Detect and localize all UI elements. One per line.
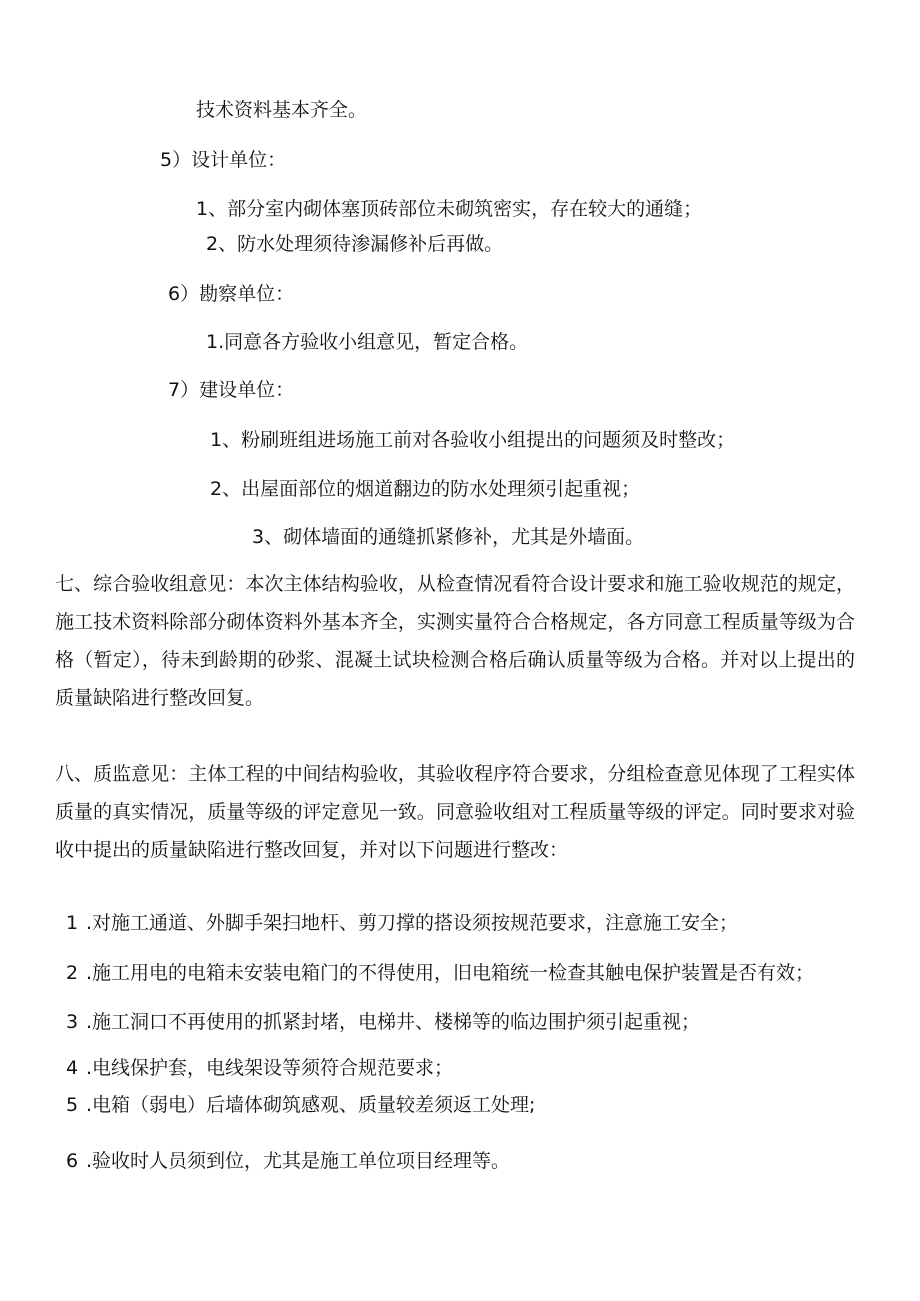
- item-text: .施工洞口不再使用的抓紧封堵，电梯井、楼梯等的临边围护须引起重视；: [86, 1011, 701, 1033]
- rectification-item-4: [66, 1056, 453, 1080]
- rectification-item-5: [66, 1093, 535, 1117]
- item-number: 6: [66, 1150, 79, 1172]
- construction-unit-item-1: 1、粉刷班组进场施工前对各验收小组提出的问题须及时整改；: [210, 429, 736, 451]
- item-number: 3: [66, 1011, 79, 1033]
- item-number: 2: [66, 962, 79, 984]
- rectification-item-1: [66, 911, 738, 935]
- survey-unit-item-1: 1.同意各方验收小组意见，暂定合格。: [206, 331, 529, 353]
- item-number: 4: [66, 1057, 79, 1079]
- item-number: 5: [66, 1094, 79, 1116]
- design-unit-heading: 5）设计单位：: [160, 149, 287, 171]
- construction-unit-heading: 7）建设单位：: [168, 379, 295, 401]
- item-text: .电线保护套，电线架设等须符合规范要求；: [86, 1057, 454, 1079]
- design-unit-item-1: 1、部分室内砌体塞顶砖部位未砌筑密实，存在较大的通缝；: [196, 198, 703, 220]
- rectification-item-3: [66, 1010, 700, 1034]
- design-unit-item-2: 2、防水处理须待渗漏修补后再做。: [206, 233, 504, 255]
- rectification-item-6: [66, 1149, 510, 1173]
- section-8-paragraph: 八、质监意见：主体工程的中间结构验收，其验收程序符合要求，分组检查意见体现了工程实体质量的真实情况，质量等级的评定意见一致。同意验收组对工程质量等级的评定。同时要求对验收中提出的质量缺陷进行整改回复，并对以下问题进行整改：: [55, 763, 855, 861]
- survey-unit-heading: 6）勘察单位：: [168, 283, 295, 305]
- rectification-item-2: [66, 961, 814, 985]
- tech-docs-line: 技术资料基本齐全。: [196, 99, 368, 121]
- item-text: .对施工通道、外脚手架扫地杆、剪刀撑的搭设须按规范要求，注意施工安全；: [86, 912, 739, 934]
- construction-unit-item-2: 2、出屋面部位的烟道翻边的防水处理须引起重视；: [210, 478, 641, 500]
- section-7-paragraph: 七、综合验收组意见：本次主体结构验收，从检查情况看符合设计要求和施工验收规范的规定，施工技术资料除部分砌体资料外基本齐全，实测实量符合合格规定，各方同意工程质量等级为合格（暂定），待未到龄期的砂浆、混凝土试块检测合格后确认质量等级为合格。并对以上提出的质量缺陷进行整改回复。: [55, 573, 855, 709]
- item-text: .电箱（弱电）后墙体砌筑感观、质量较差须返工处理;: [86, 1094, 536, 1116]
- construction-unit-item-3: 3、砌体墙面的通缝抓紧修补，尤其是外墙面。: [252, 526, 645, 548]
- item-text: .验收时人员须到位，尤其是施工单位项目经理等。: [86, 1150, 511, 1172]
- item-text: .施工用电的电箱未安装电箱门的不得使用，旧电箱统一检查其触电保护装置是否有效；: [86, 962, 815, 984]
- item-number: 1: [66, 912, 79, 934]
